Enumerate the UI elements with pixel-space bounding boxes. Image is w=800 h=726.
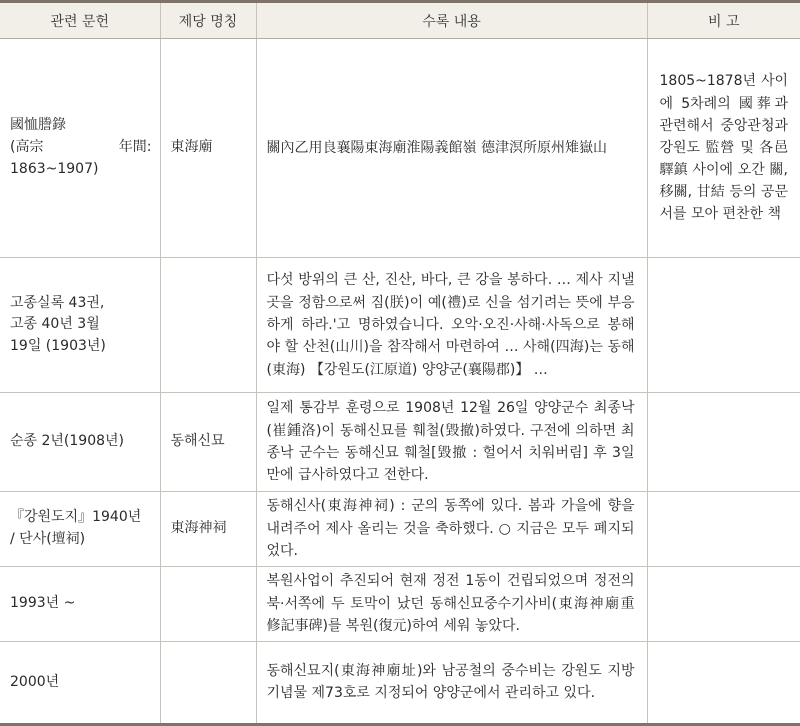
cell-shrine-name: 동해신묘 <box>160 393 256 491</box>
table-row <box>0 39 800 258</box>
header-row <box>0 2 800 39</box>
cell-shrine-name <box>160 566 256 641</box>
cell-document <box>0 39 160 258</box>
cell-content: 복원사업이 추진되어 현재 정전 1동이 건립되었으며 정전의 북·서쪽에 두 토막이 났던 동해신묘중수기사비(東海神廟重修記事碑)를 복원(復元)하여 세워 놓았다. <box>256 566 647 641</box>
cell-note: 1805~1878년 사이에 5차례의 國葬과 관련해서 중앙관청과 강원도 監營 및 各邑驛鎮 사이에 오간 關, 移關, 甘結 등의 공문서를 모아 편찬한 책 <box>647 39 800 258</box>
cell-content: 동해신사(東海神祠) : 군의 동쪽에 있다. 봄과 가을에 향을 내려주어 제사 올리는 것을 축하했다. ○ 지금은 모두 폐지되었다. <box>256 491 647 566</box>
document-line: 고종실록 43권, <box>10 294 105 311</box>
cell-content: 다섯 방위의 큰 산, 진산, 바다, 큰 강을 봉하다. … 제사 지낼 곳을 정함으로써 짐(朕)이 예(禮)로 신을 섬기려는 뜻에 부응하게 하라.'고 명하였습니다. 오악·오진·사해·사독으로 봉해야 할 산천(山川)을 참작해서 마련하여 … 사해(四海)는 동해(東海) 【강원도(江原道) 양양군(襄陽郡)】 … <box>256 257 647 393</box>
document-line: 고종 40년 3월 <box>10 316 100 333</box>
cell-shrine-name <box>160 641 256 724</box>
table-row <box>0 393 800 491</box>
cell-note <box>647 641 800 724</box>
header-document: 관련 문헌 <box>0 2 160 39</box>
cell-document: 순종 2년(1908년) <box>0 393 160 491</box>
cell-content: 일제 통감부 훈령으로 1908년 12월 26일 양양군수 최종낙(崔鍾洛)이 동해신묘를 훼철(毀撤)하였다. 구전에 의하면 최종낙 군수는 동해신묘 훼철[毀撤 : 헐어서 치워버림] 후 3일 만에 급사하였다고 전한다. <box>256 393 647 491</box>
cell-note <box>647 566 800 641</box>
cell-document: 1993년 ~ <box>0 566 160 641</box>
header-note: 비 고 <box>647 2 800 39</box>
cell-document <box>0 491 160 566</box>
cell-note <box>647 491 800 566</box>
table-row <box>0 257 800 393</box>
table-header <box>0 2 800 39</box>
table-body <box>0 39 800 725</box>
cell-content: 동해신묘지(東海神廟址)와 남공철의 중수비는 강원도 지방기념물 제73호로 지정되어 양양군에서 관리하고 있다. <box>256 641 647 724</box>
document-line: 19일 (1903년) <box>10 337 106 354</box>
header-content: 수록 내용 <box>256 2 647 39</box>
cell-shrine-name: 東海廟 <box>160 39 256 258</box>
cell-note <box>647 257 800 393</box>
table-row <box>0 566 800 641</box>
cell-shrine-name: 東海神祠 <box>160 491 256 566</box>
cell-document: 2000년 <box>0 641 160 724</box>
cell-document <box>0 257 160 393</box>
document-line: 1863~1907) <box>10 160 99 177</box>
document-line: 『강원도지』1940년 <box>10 509 142 526</box>
cell-note <box>647 393 800 491</box>
table-row <box>0 491 800 566</box>
document-line: 國恤謄錄 <box>10 117 66 134</box>
document-line: / 단사(壇祠) <box>10 530 86 547</box>
cell-content: 關內乙用良襄陽東海廟淮陽義館嶺 德津溟所原州雉嶽山 <box>256 39 647 258</box>
header-shrine-name: 제당 명칭 <box>160 2 256 39</box>
document-line: (高宗 年間: <box>10 139 152 156</box>
table-row <box>0 641 800 724</box>
cell-shrine-name <box>160 257 256 393</box>
